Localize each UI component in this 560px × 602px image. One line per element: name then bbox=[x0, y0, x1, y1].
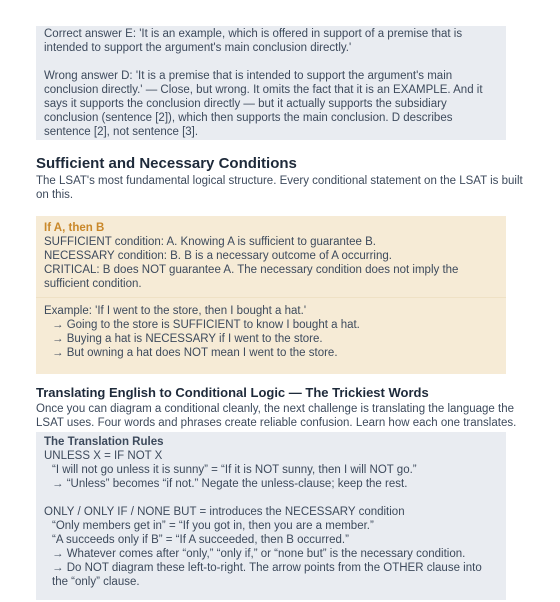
box-title-translation-rules: The Translation Rules bbox=[44, 436, 164, 448]
only-note-necessary: → Whatever comes after “only,” “only if,” or “none but” is the necessary condition. bbox=[52, 548, 466, 560]
only-example-succeeds: “A succeeds only if B” = “If A succeeded, then B occurred.” bbox=[52, 534, 349, 546]
necessary-line: NECESSARY condition: B. B is a necessary outcome of A occurring. bbox=[44, 250, 392, 262]
correct-answer-text: Correct answer E: 'It is an example, which is offered in support of a premise that is intended to support the argument's main conclusion directly.' bbox=[44, 28, 463, 54]
unless-note: → “Unless” becomes “if not.” Negate the unless-clause; keep the rest. bbox=[52, 478, 408, 490]
section-heading-conditions: Sufficient and Necessary Conditions bbox=[36, 155, 297, 172]
section-lead-conditions: The LSAT's most fundamental logical structure. Every conditional statement on the LSAT is built on this. bbox=[36, 175, 523, 201]
unless-example: “I will not go unless it is sunny” = “If it is NOT sunny, then I will NOT go.” bbox=[52, 464, 417, 476]
conditional-definition-box bbox=[36, 216, 506, 374]
arrow-line-sufficient: → Going to the store is SUFFICIENT to know I bought a hat. bbox=[52, 319, 360, 331]
unless-rule: UNLESS X = IF NOT X bbox=[44, 450, 163, 462]
answer-explanation-box bbox=[36, 26, 506, 140]
sufficient-line: SUFFICIENT condition: A. Knowing A is sufficient to guarantee B. bbox=[44, 236, 376, 248]
translation-rules-box bbox=[36, 432, 506, 600]
example-line: Example: 'If I went to the store, then I bought a hat.' bbox=[44, 305, 307, 317]
box-divider bbox=[36, 297, 506, 298]
section-heading-translating: Translating English to Conditional Logic — The Trickiest Words bbox=[36, 385, 429, 400]
only-note-direction: → Do NOT diagram these left-to-right. The arrow points from the OTHER clause into the “only” clause. bbox=[52, 562, 482, 588]
arrow-line-not: → But owning a hat does NOT mean I went to the store. bbox=[52, 347, 338, 359]
section-lead-translating: Once you can diagram a conditional cleanly, the next challenge is translating the language the LSAT uses. Four words and phrases create reliable confusion. Learn how each one translates. bbox=[36, 403, 517, 429]
only-rule: ONLY / ONLY IF / NONE BUT = introduces the NECESSARY condition bbox=[44, 506, 405, 518]
only-example-members: “Only members get in” = “If you got in, then you are a member.” bbox=[52, 520, 374, 532]
box-title-if-a-then-b: If A, then B bbox=[44, 222, 105, 234]
arrow-line-necessary: → Buying a hat is NECESSARY if I went to the store. bbox=[52, 333, 323, 345]
critical-line: CRITICAL: B does NOT guarantee A. The necessary condition does not imply the sufficient condition. bbox=[44, 264, 459, 290]
wrong-answer-text: Wrong answer D: 'It is a premise that is intended to support the argument's main conclusion directly.' — Close, but wrong. It omits the fact that it is an EXAMPLE. And it says it supports the conclusion directly — but it actually supports the subsidiary conclusion (sentence [2]), which then supports the main conclusion. D describes sentence [2], not sentence [3]. bbox=[44, 70, 483, 138]
